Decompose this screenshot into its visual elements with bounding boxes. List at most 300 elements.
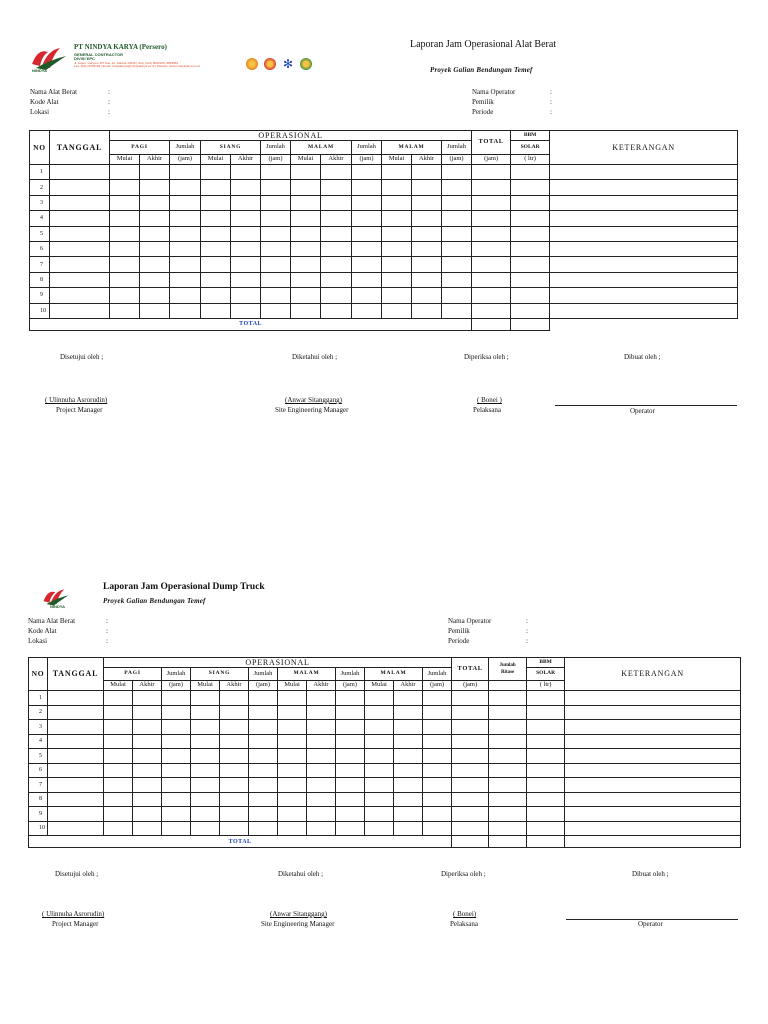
table-cell[interactable] — [133, 720, 162, 735]
table-cell[interactable] — [412, 303, 442, 318]
table-cell[interactable] — [550, 241, 738, 256]
table-cell[interactable] — [201, 288, 231, 303]
table-cell[interactable] — [442, 211, 472, 226]
table-cell[interactable] — [140, 257, 170, 272]
table-cell[interactable] — [110, 272, 140, 287]
table-cell[interactable] — [110, 195, 140, 210]
table-cell[interactable] — [472, 257, 511, 272]
table-cell[interactable] — [170, 211, 201, 226]
table-cell[interactable] — [489, 705, 527, 720]
table-cell[interactable] — [191, 720, 220, 735]
table-cell[interactable] — [412, 272, 442, 287]
table-cell[interactable] — [565, 821, 741, 836]
table-cell[interactable] — [336, 792, 365, 807]
table-cell[interactable] — [291, 180, 321, 195]
table-cell[interactable] — [423, 778, 452, 793]
table-cell[interactable] — [511, 211, 550, 226]
table-cell[interactable] — [527, 792, 565, 807]
table-cell[interactable] — [261, 211, 291, 226]
table-cell[interactable] — [452, 749, 489, 764]
table-cell[interactable] — [489, 720, 527, 735]
table-cell[interactable] — [261, 165, 291, 180]
table-cell[interactable] — [170, 195, 201, 210]
table-cell[interactable] — [291, 288, 321, 303]
table-cell[interactable] — [394, 792, 423, 807]
table-cell[interactable] — [191, 734, 220, 749]
table-cell[interactable] — [489, 792, 527, 807]
table-cell[interactable] — [382, 180, 412, 195]
table-cell[interactable] — [191, 821, 220, 836]
table-cell[interactable] — [201, 257, 231, 272]
table-cell[interactable] — [307, 734, 336, 749]
table-cell[interactable] — [231, 226, 261, 241]
table-cell[interactable] — [321, 165, 352, 180]
table-cell[interactable] — [382, 165, 412, 180]
table-cell[interactable] — [191, 749, 220, 764]
table-cell[interactable] — [527, 807, 565, 822]
table-cell[interactable] — [365, 792, 394, 807]
table-cell[interactable] — [527, 821, 565, 836]
table-cell[interactable] — [48, 778, 104, 793]
table-cell[interactable] — [140, 272, 170, 287]
table-cell[interactable] — [231, 241, 261, 256]
table-cell[interactable] — [394, 807, 423, 822]
table-cell[interactable] — [48, 792, 104, 807]
table-cell[interactable] — [50, 241, 110, 256]
table-cell[interactable] — [472, 195, 511, 210]
table-cell[interactable] — [201, 165, 231, 180]
table-cell[interactable] — [162, 691, 191, 706]
table-cell[interactable] — [170, 226, 201, 241]
table-cell[interactable] — [489, 691, 527, 706]
table-cell[interactable] — [50, 272, 110, 287]
table-cell[interactable] — [412, 257, 442, 272]
table-cell[interactable] — [104, 821, 133, 836]
table-cell[interactable] — [565, 807, 741, 822]
table-cell[interactable] — [307, 763, 336, 778]
table-cell[interactable] — [336, 705, 365, 720]
table-cell[interactable] — [527, 778, 565, 793]
table-cell[interactable] — [291, 211, 321, 226]
table-cell[interactable] — [452, 807, 489, 822]
table-cell[interactable] — [162, 720, 191, 735]
table-cell[interactable] — [382, 211, 412, 226]
table-cell[interactable] — [201, 226, 231, 241]
table-cell[interactable] — [382, 195, 412, 210]
table-cell[interactable] — [249, 778, 278, 793]
table-cell[interactable] — [550, 226, 738, 241]
table-cell[interactable] — [527, 691, 565, 706]
table-cell[interactable] — [278, 807, 307, 822]
table-cell[interactable] — [170, 288, 201, 303]
table-cell[interactable] — [162, 749, 191, 764]
table-cell[interactable] — [550, 165, 738, 180]
table-cell[interactable] — [261, 303, 291, 318]
table-cell[interactable] — [110, 165, 140, 180]
table-cell[interactable] — [48, 763, 104, 778]
table-cell[interactable] — [472, 165, 511, 180]
table-cell[interactable] — [220, 749, 249, 764]
table-cell[interactable] — [110, 241, 140, 256]
table-cell[interactable] — [291, 165, 321, 180]
table-cell[interactable] — [220, 720, 249, 735]
table-cell[interactable] — [423, 821, 452, 836]
table-cell[interactable] — [201, 211, 231, 226]
table-cell[interactable] — [394, 778, 423, 793]
table-cell[interactable] — [48, 734, 104, 749]
table-cell[interactable] — [382, 241, 412, 256]
table-cell[interactable] — [336, 734, 365, 749]
table-cell[interactable] — [110, 303, 140, 318]
table-cell[interactable] — [336, 778, 365, 793]
table-cell[interactable] — [527, 705, 565, 720]
table-cell[interactable] — [365, 807, 394, 822]
table-cell[interactable] — [104, 763, 133, 778]
table-cell[interactable] — [110, 180, 140, 195]
table-cell[interactable] — [162, 821, 191, 836]
table-cell[interactable] — [249, 749, 278, 764]
table-cell[interactable] — [321, 257, 352, 272]
table-cell[interactable] — [133, 705, 162, 720]
table-cell[interactable] — [321, 180, 352, 195]
table-cell[interactable] — [423, 691, 452, 706]
table-cell[interactable] — [321, 211, 352, 226]
table-cell[interactable] — [231, 180, 261, 195]
table-cell[interactable] — [352, 257, 382, 272]
table-cell[interactable] — [550, 211, 738, 226]
table-cell[interactable] — [565, 705, 741, 720]
table-cell[interactable] — [133, 749, 162, 764]
table-cell[interactable] — [170, 241, 201, 256]
table-cell[interactable] — [442, 288, 472, 303]
table-cell[interactable] — [412, 165, 442, 180]
table-cell[interactable] — [442, 180, 472, 195]
table-cell[interactable] — [489, 807, 527, 822]
table-cell[interactable] — [382, 226, 412, 241]
table-cell[interactable] — [365, 691, 394, 706]
table-cell[interactable] — [336, 749, 365, 764]
table-cell[interactable] — [452, 720, 489, 735]
table-cell[interactable] — [249, 807, 278, 822]
table-cell[interactable] — [162, 763, 191, 778]
table-cell[interactable] — [489, 778, 527, 793]
table-cell[interactable] — [104, 705, 133, 720]
table-cell[interactable] — [565, 720, 741, 735]
table-cell[interactable] — [550, 257, 738, 272]
table-cell[interactable] — [50, 180, 110, 195]
table-cell[interactable] — [382, 272, 412, 287]
table-cell[interactable] — [162, 792, 191, 807]
table-cell[interactable] — [565, 778, 741, 793]
table-cell[interactable] — [442, 303, 472, 318]
table-cell[interactable] — [321, 272, 352, 287]
table-cell[interactable] — [261, 226, 291, 241]
table-cell[interactable] — [442, 241, 472, 256]
table-cell[interactable] — [394, 749, 423, 764]
table-cell[interactable] — [231, 195, 261, 210]
table-cell[interactable] — [352, 226, 382, 241]
table-cell[interactable] — [394, 705, 423, 720]
table-cell[interactable] — [352, 288, 382, 303]
table-cell[interactable] — [278, 734, 307, 749]
table-cell[interactable] — [261, 241, 291, 256]
table-cell[interactable] — [423, 749, 452, 764]
table-cell[interactable] — [565, 691, 741, 706]
table-cell[interactable] — [170, 303, 201, 318]
table-cell[interactable] — [48, 705, 104, 720]
table-cell[interactable] — [220, 792, 249, 807]
table-cell[interactable] — [442, 257, 472, 272]
table-cell[interactable] — [220, 705, 249, 720]
table-cell[interactable] — [220, 734, 249, 749]
table-cell[interactable] — [550, 303, 738, 318]
table-cell[interactable] — [489, 821, 527, 836]
table-cell[interactable] — [321, 303, 352, 318]
table-cell[interactable] — [162, 807, 191, 822]
table-cell[interactable] — [394, 720, 423, 735]
table-cell[interactable] — [527, 763, 565, 778]
table-cell[interactable] — [278, 763, 307, 778]
table-cell[interactable] — [472, 288, 511, 303]
table-cell[interactable] — [104, 720, 133, 735]
table-cell[interactable] — [133, 778, 162, 793]
table-cell[interactable] — [278, 691, 307, 706]
table-cell[interactable] — [511, 303, 550, 318]
table-cell[interactable] — [201, 241, 231, 256]
table-cell[interactable] — [291, 226, 321, 241]
table-cell[interactable] — [423, 720, 452, 735]
table-cell[interactable] — [423, 705, 452, 720]
table-cell[interactable] — [140, 165, 170, 180]
table-cell[interactable] — [220, 763, 249, 778]
table-cell[interactable] — [140, 303, 170, 318]
table-cell[interactable] — [365, 821, 394, 836]
table-cell[interactable] — [527, 734, 565, 749]
table-cell[interactable] — [527, 720, 565, 735]
table-cell[interactable] — [423, 807, 452, 822]
table-cell[interactable] — [104, 807, 133, 822]
table-cell[interactable] — [352, 211, 382, 226]
table-cell[interactable] — [50, 257, 110, 272]
table-cell[interactable] — [489, 734, 527, 749]
table-cell[interactable] — [365, 763, 394, 778]
table-cell[interactable] — [50, 195, 110, 210]
table-cell[interactable] — [489, 763, 527, 778]
table-cell[interactable] — [565, 792, 741, 807]
table-cell[interactable] — [191, 705, 220, 720]
table-cell[interactable] — [472, 226, 511, 241]
table-cell[interactable] — [307, 807, 336, 822]
table-cell[interactable] — [452, 778, 489, 793]
table-cell[interactable] — [352, 180, 382, 195]
table-cell[interactable] — [249, 691, 278, 706]
table-cell[interactable] — [110, 211, 140, 226]
table-cell[interactable] — [133, 792, 162, 807]
table-cell[interactable] — [249, 821, 278, 836]
table-cell[interactable] — [291, 257, 321, 272]
table-cell[interactable] — [550, 195, 738, 210]
table-cell[interactable] — [352, 272, 382, 287]
table-cell[interactable] — [261, 257, 291, 272]
table-cell[interactable] — [423, 763, 452, 778]
table-cell[interactable] — [442, 226, 472, 241]
table-cell[interactable] — [423, 792, 452, 807]
table-cell[interactable] — [201, 195, 231, 210]
table-cell[interactable] — [140, 226, 170, 241]
table-cell[interactable] — [565, 734, 741, 749]
table-cell[interactable] — [511, 195, 550, 210]
table-cell[interactable] — [472, 211, 511, 226]
table-cell[interactable] — [442, 195, 472, 210]
table-cell[interactable] — [231, 288, 261, 303]
table-cell[interactable] — [550, 180, 738, 195]
table-cell[interactable] — [291, 195, 321, 210]
table-cell[interactable] — [140, 288, 170, 303]
table-cell[interactable] — [110, 257, 140, 272]
table-cell[interactable] — [307, 691, 336, 706]
table-cell[interactable] — [365, 705, 394, 720]
table-cell[interactable] — [365, 778, 394, 793]
table-cell[interactable] — [170, 272, 201, 287]
table-cell[interactable] — [565, 763, 741, 778]
table-cell[interactable] — [48, 749, 104, 764]
table-cell[interactable] — [191, 807, 220, 822]
table-cell[interactable] — [472, 272, 511, 287]
table-cell[interactable] — [442, 272, 472, 287]
table-cell[interactable] — [452, 734, 489, 749]
table-cell[interactable] — [336, 807, 365, 822]
table-cell[interactable] — [162, 705, 191, 720]
table-cell[interactable] — [261, 288, 291, 303]
table-cell[interactable] — [50, 211, 110, 226]
table-cell[interactable] — [104, 691, 133, 706]
table-cell[interactable] — [220, 821, 249, 836]
table-cell[interactable] — [452, 792, 489, 807]
table-cell[interactable] — [489, 749, 527, 764]
table-cell[interactable] — [249, 734, 278, 749]
table-cell[interactable] — [365, 734, 394, 749]
table-cell[interactable] — [511, 165, 550, 180]
table-cell[interactable] — [321, 288, 352, 303]
table-cell[interactable] — [110, 288, 140, 303]
table-cell[interactable] — [133, 821, 162, 836]
table-cell[interactable] — [511, 180, 550, 195]
table-cell[interactable] — [307, 749, 336, 764]
table-cell[interactable] — [336, 691, 365, 706]
table-cell[interactable] — [201, 272, 231, 287]
table-cell[interactable] — [48, 691, 104, 706]
table-cell[interactable] — [231, 211, 261, 226]
table-cell[interactable] — [382, 257, 412, 272]
table-cell[interactable] — [336, 821, 365, 836]
table-cell[interactable] — [48, 821, 104, 836]
table-cell[interactable] — [412, 241, 442, 256]
table-cell[interactable] — [170, 180, 201, 195]
table-cell[interactable] — [412, 226, 442, 241]
table-cell[interactable] — [412, 195, 442, 210]
table-cell[interactable] — [352, 241, 382, 256]
table-cell[interactable] — [291, 303, 321, 318]
table-cell[interactable] — [261, 272, 291, 287]
table-cell[interactable] — [472, 303, 511, 318]
table-cell[interactable] — [162, 734, 191, 749]
table-cell[interactable] — [307, 792, 336, 807]
table-cell[interactable] — [133, 763, 162, 778]
table-cell[interactable] — [291, 241, 321, 256]
table-cell[interactable] — [249, 763, 278, 778]
table-cell[interactable] — [220, 778, 249, 793]
table-cell[interactable] — [565, 749, 741, 764]
table-cell[interactable] — [423, 734, 452, 749]
table-cell[interactable] — [50, 288, 110, 303]
table-cell[interactable] — [511, 241, 550, 256]
table-cell[interactable] — [201, 180, 231, 195]
table-cell[interactable] — [104, 792, 133, 807]
table-cell[interactable] — [220, 691, 249, 706]
table-cell[interactable] — [412, 288, 442, 303]
table-cell[interactable] — [231, 257, 261, 272]
table-cell[interactable] — [50, 226, 110, 241]
table-cell[interactable] — [191, 792, 220, 807]
table-cell[interactable] — [550, 272, 738, 287]
table-cell[interactable] — [191, 691, 220, 706]
table-cell[interactable] — [394, 821, 423, 836]
table-cell[interactable] — [336, 720, 365, 735]
table-cell[interactable] — [140, 241, 170, 256]
table-cell[interactable] — [249, 720, 278, 735]
table-cell[interactable] — [170, 257, 201, 272]
table-cell[interactable] — [336, 763, 365, 778]
table-cell[interactable] — [231, 165, 261, 180]
table-cell[interactable] — [278, 792, 307, 807]
table-cell[interactable] — [352, 165, 382, 180]
table-cell[interactable] — [472, 180, 511, 195]
table-cell[interactable] — [511, 288, 550, 303]
table-cell[interactable] — [307, 821, 336, 836]
table-cell[interactable] — [133, 807, 162, 822]
table-cell[interactable] — [527, 749, 565, 764]
table-cell[interactable] — [452, 691, 489, 706]
table-cell[interactable] — [394, 734, 423, 749]
table-cell[interactable] — [104, 734, 133, 749]
table-cell[interactable] — [511, 257, 550, 272]
table-cell[interactable] — [382, 288, 412, 303]
table-cell[interactable] — [511, 226, 550, 241]
table-cell[interactable] — [352, 195, 382, 210]
table-cell[interactable] — [261, 195, 291, 210]
table-cell[interactable] — [291, 272, 321, 287]
table-cell[interactable] — [249, 792, 278, 807]
table-cell[interactable] — [394, 763, 423, 778]
table-cell[interactable] — [321, 241, 352, 256]
table-cell[interactable] — [140, 195, 170, 210]
table-cell[interactable] — [231, 303, 261, 318]
table-cell[interactable] — [191, 778, 220, 793]
table-cell[interactable] — [472, 241, 511, 256]
table-cell[interactable] — [278, 720, 307, 735]
table-cell[interactable] — [133, 734, 162, 749]
table-cell[interactable] — [231, 272, 261, 287]
table-cell[interactable] — [352, 303, 382, 318]
table-cell[interactable] — [48, 720, 104, 735]
table-cell[interactable] — [278, 821, 307, 836]
table-cell[interactable] — [170, 165, 201, 180]
table-cell[interactable] — [48, 807, 104, 822]
table-cell[interactable] — [321, 195, 352, 210]
table-cell[interactable] — [133, 691, 162, 706]
table-cell[interactable] — [442, 165, 472, 180]
table-cell[interactable] — [365, 749, 394, 764]
